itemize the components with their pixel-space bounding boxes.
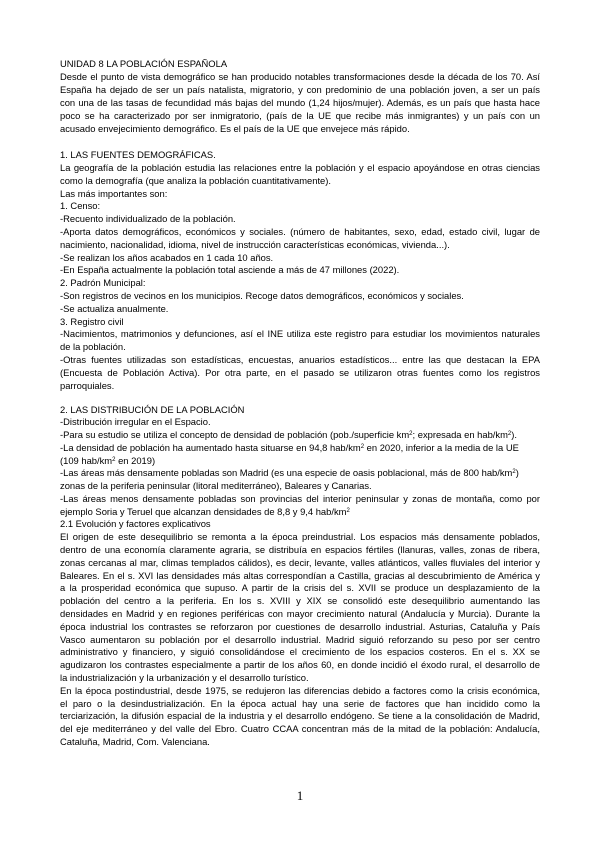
intro-line: España ha dejado de ser un país natalista, migratorio, y con predominio de una población joven, a ser un país bbox=[60, 84, 540, 95]
registro-line: -Nacimientos, matrimonios y defunciones, así el INE utiliza este registro para estudiar los movimientos naturales bbox=[60, 328, 540, 339]
censo-line: -Recuento individualizado de la población. bbox=[60, 213, 236, 224]
paragraph-line: Vasco aumentaron su población por el desarrollo industrial. Madrid siguió reforzando su peso por ser centro bbox=[60, 634, 540, 645]
section-2-line: -Las áreas más densamente pobladas son Madrid (es una especie de oasis poblacional, más de 800 hab/$km^2$) bbox=[60, 467, 519, 478]
section-2-line: ejemplo Soria y Teruel que alcanzan densidades de 8,8 y 9,4 hab/$km^2$ bbox=[60, 506, 350, 517]
unit-title: UNIDAD 8 LA POBLACIÓN ESPAÑOLA bbox=[60, 58, 228, 69]
superscript: 2 bbox=[512, 469, 516, 475]
paragraph-line: zonas cercanas al mar, climas templados cálidos), es decir, levante, valles atlánticos, valles fluviales del interior y bbox=[60, 557, 540, 568]
paragraph-line: Cataluña, Madrid, Com. Valenciana. bbox=[60, 736, 210, 747]
censo-heading: 1. Censo: bbox=[60, 200, 101, 211]
paragraph-line: agudizaron los contrastes especialmente a partir de los años 60, en donde incidió el éxodo rural, el desarrollo de bbox=[60, 659, 540, 670]
paragraph-line: la industrialización y la urbanización y el desarrollo turístico. bbox=[60, 672, 309, 683]
paragraph-line: población del centro a la periferia. En los s. XVIII y XIX se consolidó este desequilibrio aumentando las bbox=[60, 595, 540, 606]
censo-line: -En España actualmente la población total asciende a más de 47 millones (2022). bbox=[60, 264, 400, 275]
paragraph-line: Baleares. En el s. XVI las densidades más altas correspondían a Castilla, gracias al descubrimiento de América y bbox=[60, 570, 540, 581]
intro-line: con una de las tasas de fecundidad más bajas del mundo (1,24 hijos/mujer). Además, es un país que hasta hace bbox=[60, 97, 540, 108]
section-1-intro-line: como la demografía (que analiza la población cuantitativamente). bbox=[60, 175, 331, 186]
paragraph-line: En la época postindustrial, desde 1975, se redujeron las diferencias debido a factores como la crisis económica, bbox=[60, 685, 540, 696]
censo-line: nacimiento, nacionalidad, idioma, nivel de instrucción características económicas, vivienda...). bbox=[60, 239, 450, 250]
section-2-heading: 2. LAS DISTRIBUCIÓN DE LA POBLACIÓN bbox=[60, 404, 245, 415]
paragraph-line: densidades en Madrid y en regiones periféricas con mayor crecimiento natural (Andalucía y Murcia). Durante la bbox=[60, 608, 540, 619]
section-2-line: (109 hab/$km^2$ en 2019) bbox=[60, 455, 156, 466]
registro-heading: 3. Registro civil bbox=[60, 316, 124, 327]
registro-line: de la población. bbox=[60, 341, 126, 352]
paragraph-line: el paro o la desindustrialización. En la época actual hay una serie de factores que han incidido como la bbox=[60, 698, 540, 709]
subsection-heading: 2.1 Evolución y factores explicativos bbox=[60, 518, 211, 529]
section-2-line: zonas de la periferia peninsular (litoral mediterráneo), Baleares y Canarias. bbox=[60, 480, 372, 491]
censo-line: -Aporta datos demográficos, económicos y sociales. (número de habitantes, sexo, edad, estado civil, lugar de bbox=[60, 226, 540, 237]
registro-line: -Otras fuentes utilizadas son estadísticas, encuestas, anuarios estadísticos... entre las que destacan la EPA bbox=[60, 354, 540, 365]
paragraph-line: administrativo y financiero, y siguió consolidándose el crecimiento de los espacios costeros. En el s. XX se bbox=[60, 646, 540, 657]
superscript: 2 bbox=[360, 444, 365, 450]
paragraph-line: terciarización, la difusión espacial de la industria y el desarrollo endógeno. Se tiene a la consolidación de Madrid, bbox=[60, 710, 540, 721]
registro-line: (Encuesta de Población Activa). Por otra parte, en el pasado se utilizaron otras fuentes como los registros bbox=[60, 367, 540, 378]
paragraph-line: dentro de una economía claramente agraria, se distribuía en espacios fértiles (llanuras, valles, zonas de ribera, bbox=[60, 544, 540, 555]
padron-line: -Se actualiza anualmente. bbox=[60, 303, 169, 314]
superscript: 2 bbox=[507, 431, 512, 437]
padron-heading: 2. Padrón Municipal: bbox=[60, 277, 146, 288]
section-2-line: -Para su estudio se utiliza el concepto de densidad de población (pob./superficie $km^2$; expresada en hab/$km^2$). bbox=[60, 429, 517, 440]
section-2-line: -La densidad de población ha aumentado hasta situarse en 94,8 hab/$km^2$ en 2020, inferior a la media de la UE bbox=[60, 442, 519, 453]
paragraph-line: El origen de este desequilibrio se remonta a la época preindustrial. Los espacios más densamente poblados, bbox=[60, 531, 540, 542]
section-2-line: -Distribución irregular en el Espacio. bbox=[60, 416, 211, 427]
intro-line: poco se ha caracterizado por ser inmigratorio, (país de la UE que recibe más inmigrantes) y un país con un bbox=[60, 110, 540, 121]
paragraph-line: a la prosperidad económica que supuso. A partir de la crisis del s. XVII se produce un desplazamiento de la bbox=[60, 582, 540, 593]
paragraph-line: del eje mediterráneo y del valle del Ebro. Cuatro CCAA concentran más de la mitad de la población: Andalucía, bbox=[60, 723, 540, 734]
superscript: 2 bbox=[112, 457, 116, 463]
registro-line: parroquiales. bbox=[60, 380, 115, 391]
padron-line: -Son registros de vecinos en los municipios. Recoge datos demográficos, económicos y sociales. bbox=[60, 290, 464, 301]
intro-line: Desde el punto de vista demográfico se han producido notables transformaciones desde la década de los 70. Así bbox=[60, 71, 540, 82]
page-number: 1 bbox=[296, 788, 304, 803]
paragraph-line: época industrial los contrastes se reforzaron por cuestiones de desarrollo industrial. Asturias, Cataluña y País bbox=[60, 621, 540, 632]
censo-line: -Se realizan los años acabados en 1 cada 10 años. bbox=[60, 252, 274, 263]
superscript: 2 bbox=[346, 508, 350, 514]
section-1-heading: 1. LAS FUENTES DEMOGRÁFICAS. bbox=[60, 149, 216, 160]
section-1-intro-line: La geografía de la población estudia las relaciones entre la población y el espacio apoyándose en otras ciencias bbox=[60, 162, 540, 173]
section-1-intro-line: Las más importantes son: bbox=[60, 188, 168, 199]
superscript: 2 bbox=[409, 431, 413, 437]
section-2-line: -Las áreas menos densamente pobladas son provincias del interior peninsular y zonas de montaña, como por bbox=[60, 493, 540, 504]
intro-line: acusado envejecimiento demográfico. Es el país de la UE que envejece más rápido. bbox=[60, 123, 410, 134]
